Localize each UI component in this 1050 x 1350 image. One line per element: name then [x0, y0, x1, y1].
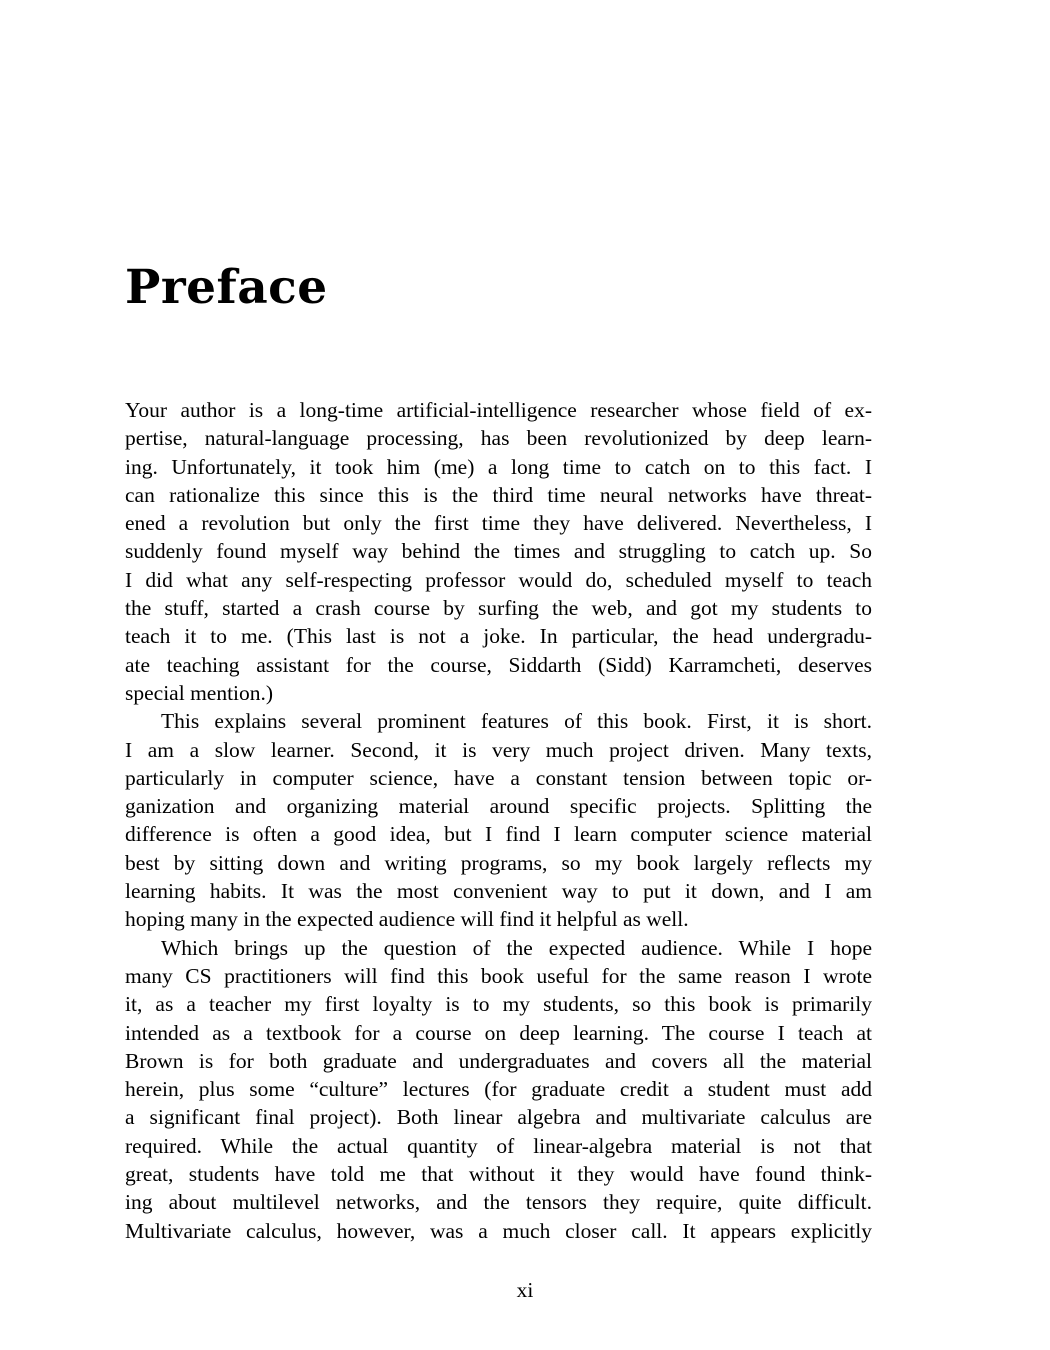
text-line: particularly in computer science, have a constant tension between topic or- [125, 765, 872, 790]
text-line: best by sitting down and writing programs, so my book largely reflects my [125, 850, 872, 875]
text-line: ing about multilevel networks, and the tensors they require, quite difficult. [125, 1190, 872, 1215]
text-line: intended as a textbook for a course on deep learning. The course I teach at [125, 1020, 872, 1045]
text-line: many CS practitioners will find this book useful for the same reason I wrote [125, 963, 872, 988]
body-text [125, 396, 872, 1245]
text-line: This explains several prominent features of this book. First, it is short. [161, 709, 872, 734]
text-line: Your author is a long-time artificial-intelligence researcher whose field of ex- [125, 398, 872, 422]
text-line: suddenly found myself way behind the times and struggling to catch up. So [125, 539, 872, 564]
text-line: pertise, natural-language processing, has been revolutionized by deep learn- [125, 426, 872, 451]
text-line: ganization and organizing material around specific projects. Splitting the [125, 794, 872, 819]
text-line: it, as a teacher my first loyalty is to my students, so this book is primarily [125, 992, 872, 1017]
text-line: can rationalize this since this is the third time neural networks have threat- [125, 482, 872, 507]
paragraph-3 [125, 934, 872, 1245]
text-line: I am a slow learner. Second, it is very much project driven. Many texts, [125, 737, 872, 762]
text-line: the stuff, started a crash course by surfing the web, and got my students to [125, 596, 872, 621]
text-line: special mention.) [125, 680, 274, 705]
text-line: a significant final project). Both linear algebra and multivariate calculus are [125, 1105, 872, 1130]
paragraph-1 [125, 396, 872, 707]
text-line: Which brings up the question of the expected audience. While I hope [161, 935, 872, 960]
text-line: ate teaching assistant for the course, Siddarth (Sidd) Karramcheti, deserves [125, 652, 872, 677]
text-line: ing. Unfortunately, it took him (me) a long time to catch on to this fact. I [125, 454, 872, 479]
text-line: ened a revolution but only the first time they have delivered. Nevertheless, I [125, 511, 872, 536]
text-line: required. While the actual quantity of linear-algebra material is not that [125, 1133, 872, 1158]
text-line: I did what any self-respecting professor would do, scheduled myself to teach [125, 567, 872, 592]
text-line: difference is often a good idea, but I find I learn computer science material [125, 822, 872, 847]
text-line: Multivariate calculus, however, was a much closer call. It appears explicitly [125, 1218, 872, 1243]
text-line: Brown is for both graduate and undergraduates and covers all the material [125, 1048, 872, 1073]
text-line: learning habits. It was the most convenient way to put it down, and I am [125, 879, 872, 904]
page-number: xi [516, 1278, 534, 1302]
text-line: great, students have told me that without it they would have found think- [125, 1162, 872, 1187]
text-line: herein, plus some “culture” lectures (for graduate credit a student must add [125, 1077, 872, 1102]
chapter-title: Preface [125, 260, 328, 315]
text-line: teach it to me. (This last is not a joke. In particular, the head undergradu- [125, 624, 872, 649]
text-line: hoping many in the expected audience will find it helpful as well. [125, 907, 689, 932]
paragraph-2 [125, 707, 872, 933]
